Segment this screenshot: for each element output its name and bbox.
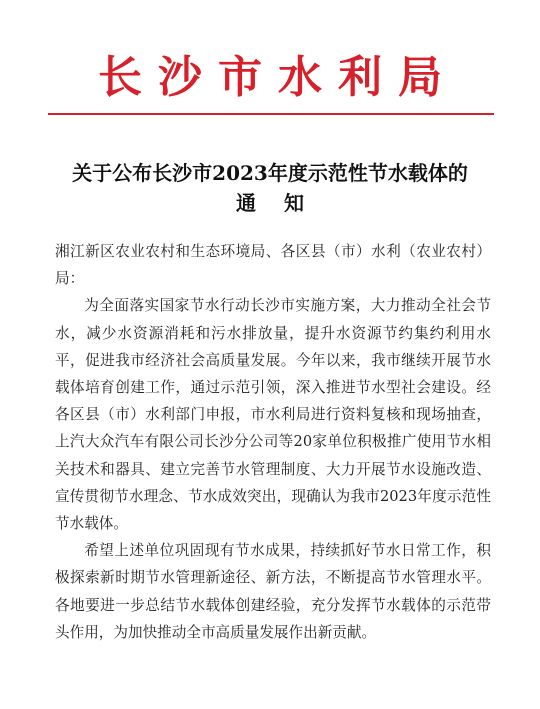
letterhead-red-rule <box>48 113 494 115</box>
letterhead-org-name: 长沙市水利局 <box>98 52 458 103</box>
document-title-line2: 通知 <box>236 191 332 215</box>
body-paragraph-2: 希望上述单位巩固现有节水成果，持续抓好节水日常工作，积极探索新时期节水管理新途径、新方法，不断提高节水管理水平。各地要进一步总结节水载体创建经验，充分发挥节水载体的示范带头作用，为加快推动全市高质量发展作出新贡献。 <box>55 542 491 641</box>
document-body <box>55 238 491 646</box>
addressee: 湘江新区农业农村和生态环境局、各区县（市）水利（农业农村）局： <box>55 243 491 288</box>
document-title-line1: 关于公布长沙市2023年度示范性节水载体的 <box>72 161 468 185</box>
document-title <box>0 158 540 218</box>
body-paragraph-1: 为全面落实国家节水行动长沙市实施方案，大力推动全社会节水，减少水资源消耗和污水排放量，提升水资源节约集约利用水平，促进我市经济社会高质量发展。今年以来，我市继续开展节水载体培育创建工作，通过示范引领，深入推进节水型社会建设。经各区县（市）水利部门申报，市水利局进行资料复核和现场抽查，上汽大众汽车有限公司长沙分公司等20家单位积极推广使用节水相关技术和器具、建立完善节水管理制度、大力开展节水设施改造、宣传贯彻节水理念、节水成效突出，现确认为我市2023年度示范性节水载体。 <box>55 297 491 533</box>
